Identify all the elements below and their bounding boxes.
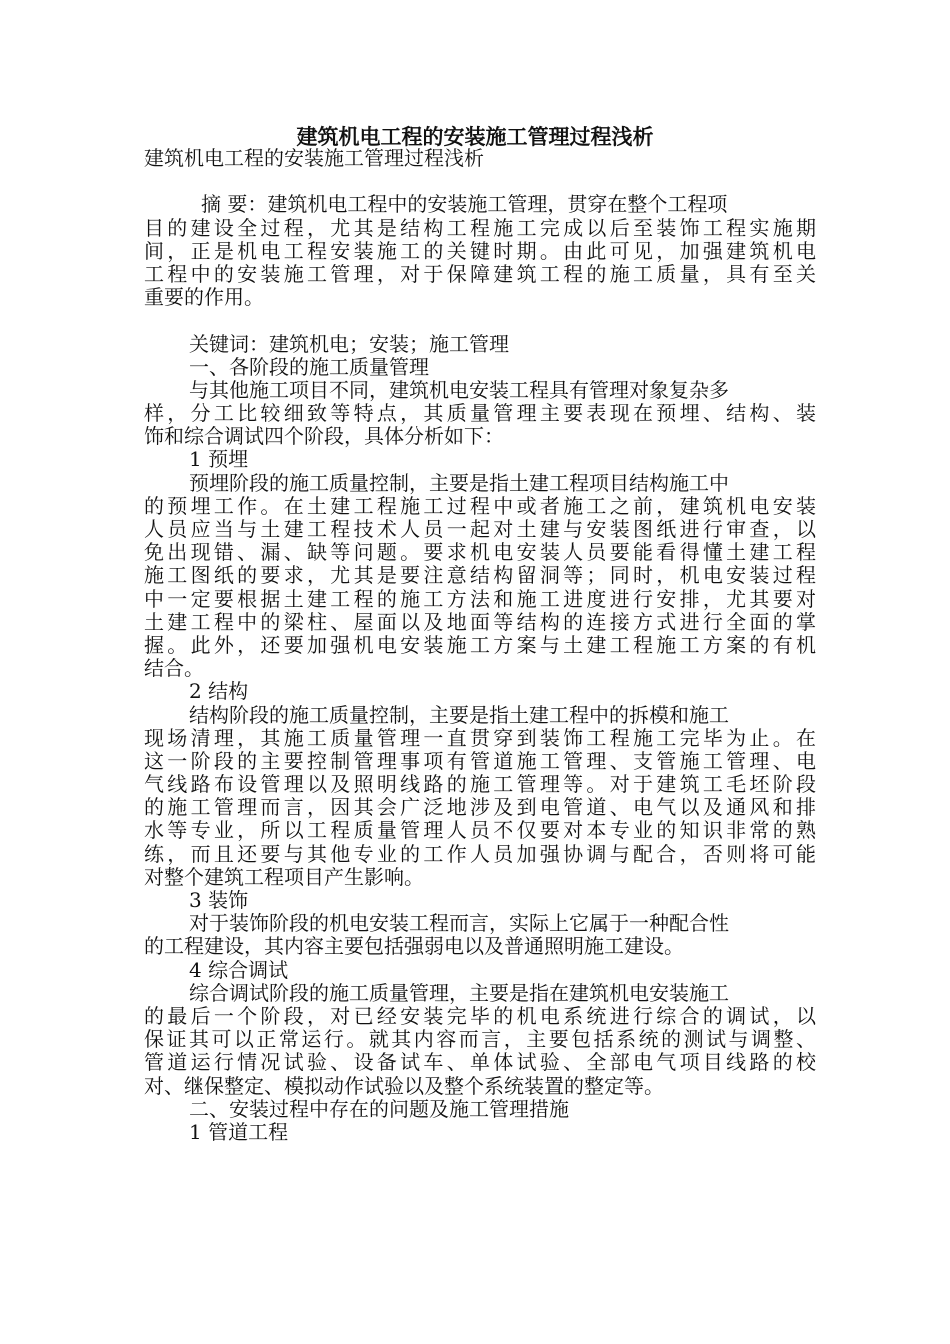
abstract-line: 工程中的安装施工管理，对于保障建筑工程的施工质量，具有至关 xyxy=(144,261,816,286)
paragraph-line: 样，分工比较细致等特点，其质量管理主要表现在预埋、结构、装 xyxy=(144,401,816,426)
paragraph-line: 结构阶段的施工质量控制，主要是指土建工程中的拆模和施工 xyxy=(189,702,729,727)
paragraph-line: 免出现错、漏、缺等问题。要求机电安装人员要能看得懂土建工程 xyxy=(144,540,816,565)
paragraph-line: 人员应当与土建工程技术人员一起对土建与安装图纸进行审查，以 xyxy=(144,517,816,541)
paragraph-line: 水等专业，所以工程质量管理人员不仅要对本专业的知识非常的熟 xyxy=(144,818,816,843)
document-title: 建筑机电工程的安装施工管理过程浅析 xyxy=(296,124,654,149)
paragraph xyxy=(144,912,816,958)
paragraph-line: 预埋阶段的施工质量控制，主要是指土建工程项目结构施工中 xyxy=(189,470,729,495)
paragraph-line: 练，而且还要与其他专业的工作人员加强协调与配合，否则将可能 xyxy=(144,841,816,866)
abstract-line: 间，正是机电工程安装施工的关键时期。由此可见，加强建筑机电 xyxy=(144,238,816,263)
keywords: 关键词：建筑机电；安装；施工管理 xyxy=(189,331,509,356)
paragraph-line: 土建工程中的梁柱、屋面以及地面等结构的连接方式进行全面的掌 xyxy=(144,609,816,634)
paragraph-line: 饰和综合调试四个阶段，具体分析如下： xyxy=(144,424,504,449)
subsection-heading: 2 结构 xyxy=(189,679,249,704)
abstract-line: 摘 要：建筑机电工程中的安装施工管理，贯穿在整个工程项 xyxy=(201,192,728,217)
paragraph xyxy=(144,704,816,890)
paragraph xyxy=(144,379,816,449)
spacer xyxy=(144,170,816,193)
abstract-paragraph xyxy=(144,193,816,309)
paragraph xyxy=(144,472,816,681)
paragraph-line: 对、继保整定、模拟动作试验以及整个系统装置的整定等。 xyxy=(144,1073,664,1098)
subsection-heading: 4 综合调试 xyxy=(189,957,289,982)
section-heading: 一、各阶段的施工质量管理 xyxy=(189,354,429,379)
subsection-heading: 3 装饰 xyxy=(189,888,249,912)
paragraph-line: 对整个建筑工程项目产生影响。 xyxy=(144,864,424,889)
paragraph-line: 的施工管理而言，因其会广泛地涉及到电管道、电气以及通风和排 xyxy=(144,795,816,820)
paragraph-line: 中一定要根据土建工程的施工方法和施工进度进行安排，尤其要对 xyxy=(144,586,816,611)
paragraph-line: 的预埋工作。在土建工程施工过程中或者施工之前，建筑机电安装 xyxy=(144,493,816,518)
paragraph-line: 保证其可以正常运行。就其内容而言，主要包括系统的测试与调整、 xyxy=(144,1027,816,1052)
paragraph-line: 结合。 xyxy=(144,656,204,681)
paragraph-line: 施工图纸的要求，尤其是要注意结构留洞等；同时，机电安装过程 xyxy=(144,563,816,588)
paragraph xyxy=(144,982,816,1098)
paragraph-line: 气线路布设管理以及照明线路的施工管理等。对于建筑工毛坯阶段 xyxy=(144,772,816,797)
paragraph-line: 这一阶段的主要控制管理事项有管道施工管理、支管施工管理、电 xyxy=(144,748,816,773)
spacer xyxy=(144,309,816,332)
abstract-line: 目的建设全过程，尤其是结构工程施工完成以后至装饰工程实施期 xyxy=(144,215,816,240)
paragraph-line: 握。此外，还要加强机电安装施工方案与土建工程施工方案的有机 xyxy=(144,632,816,657)
paragraph-line: 的最后一个阶段，对已经安装完毕的机电系统进行综合的调试，以 xyxy=(144,1003,816,1028)
document-body xyxy=(144,147,816,1144)
section-heading: 二、安装过程中存在的问题及施工管理措施 xyxy=(189,1096,569,1121)
paragraph-line: 现场清理，其施工质量管理一直贯穿到装饰工程施工完毕为止。在 xyxy=(144,725,816,750)
subsection-heading: 1 预埋 xyxy=(189,447,249,472)
subsection-heading: 1 管道工程 xyxy=(189,1119,289,1144)
paragraph-line: 对于装饰阶段的机电安装工程而言，实际上它属于一种配合性 xyxy=(189,911,729,936)
paragraph-line: 管道运行情况试验、设备试车、单体试验、全部电气项目线路的校 xyxy=(144,1050,816,1075)
paragraph-line: 综合调试阶段的施工质量管理，主要是指在建筑机电安装施工 xyxy=(189,980,729,1005)
paragraph-line: 的工程建设，其内容主要包括强弱电以及普通照明施工建设。 xyxy=(144,934,684,959)
paragraph-line: 与其他施工项目不同，建筑机电安装工程具有管理对象复杂多 xyxy=(189,377,729,402)
abstract-line: 重要的作用。 xyxy=(144,285,264,310)
document-subtitle: 建筑机电工程的安装施工管理过程浅析 xyxy=(144,146,484,170)
